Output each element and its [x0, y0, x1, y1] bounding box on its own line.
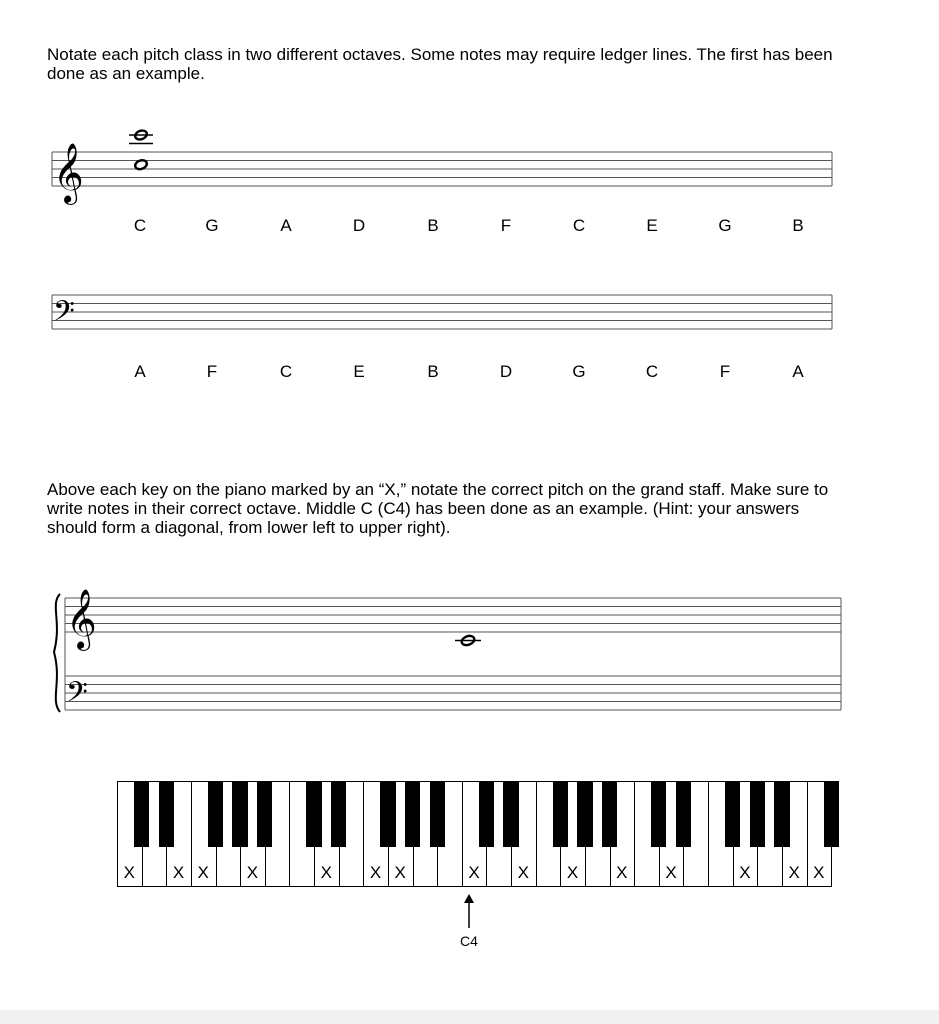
bass-clef-icon: 𝄢: [53, 295, 75, 335]
grand-treble-staff: [65, 598, 841, 632]
black-key[interactable]: [503, 781, 518, 847]
black-key[interactable]: [331, 781, 346, 847]
x-mark: X: [369, 863, 382, 882]
black-key[interactable]: [577, 781, 592, 847]
black-key[interactable]: [676, 781, 691, 847]
treble-clef-icon: 𝄞: [53, 143, 84, 203]
x-mark: X: [788, 863, 800, 882]
note-label: G: [718, 216, 732, 235]
note-label: B: [427, 216, 439, 235]
black-key[interactable]: [208, 781, 223, 847]
note-label: F: [206, 362, 218, 381]
black-key[interactable]: [257, 781, 272, 847]
x-mark: X: [394, 863, 406, 882]
treble-staff: [52, 152, 832, 186]
black-key[interactable]: [430, 781, 445, 847]
instructions-piano-grand-staff: Above each key on the piano marked by an “X,” notate the correct pitch on the grand staff. Make sure to write notes in their correct octave. Middle C (C4) has been done as an example. (Hint: your answers should form a diagonal, from lower left to upper right).: [47, 480, 829, 537]
note-label: B: [792, 216, 804, 235]
brace-icon: [54, 594, 60, 712]
black-key[interactable]: [479, 781, 494, 847]
piano-keyboard: [117, 781, 825, 889]
black-key[interactable]: [824, 781, 839, 847]
black-key[interactable]: [553, 781, 568, 847]
black-key[interactable]: [750, 781, 765, 847]
x-mark: X: [246, 863, 259, 882]
note-label: C: [572, 216, 586, 235]
grand-bass-clef-icon: 𝄢: [66, 676, 88, 716]
x-mark: X: [468, 863, 480, 882]
grand-treble-clef-icon: 𝄞: [66, 589, 97, 649]
up-arrow-icon: [459, 894, 479, 930]
note-label: C: [279, 362, 293, 381]
note-label: A: [134, 362, 146, 381]
x-mark: X: [813, 863, 825, 882]
black-key[interactable]: [774, 781, 789, 847]
instructions-notate-pitch-classes: Notate each pitch class in two different octaves. Some notes may require ledger lines. The first has been done as an example.: [47, 45, 833, 83]
x-mark: X: [172, 863, 185, 882]
black-key[interactable]: [602, 781, 617, 847]
note-label: C: [133, 216, 147, 235]
grand-staff: [54, 589, 841, 716]
grand-bass-staff: [65, 676, 841, 710]
x-mark: X: [665, 863, 677, 882]
black-key[interactable]: [306, 781, 321, 847]
x-mark: X: [320, 863, 332, 882]
note-label: F: [719, 362, 731, 381]
note-label: G: [205, 216, 219, 235]
note-label: A: [280, 216, 292, 235]
note-label: D: [352, 216, 366, 235]
x-mark: X: [566, 863, 579, 882]
black-key[interactable]: [134, 781, 149, 847]
note-label: C: [645, 362, 659, 381]
note-label: D: [499, 362, 513, 381]
note-label: E: [646, 216, 658, 235]
x-mark: X: [517, 863, 529, 882]
middle-c-label: C4: [460, 933, 478, 949]
x-mark: X: [197, 863, 209, 882]
example-notes: [129, 129, 153, 171]
black-key[interactable]: [232, 781, 247, 847]
black-key[interactable]: [159, 781, 174, 847]
bass-note-labels: [0, 362, 939, 384]
x-mark: X: [616, 863, 628, 882]
page-bottom-edge: [0, 1010, 939, 1024]
x-mark: X: [739, 863, 751, 882]
treble-note-labels: [0, 216, 939, 238]
note-label: A: [792, 362, 804, 381]
black-key[interactable]: [651, 781, 666, 847]
note-label: B: [427, 362, 439, 381]
note-label: E: [353, 362, 365, 381]
x-mark: X: [123, 863, 135, 882]
black-key[interactable]: [725, 781, 740, 847]
black-key[interactable]: [380, 781, 395, 847]
black-key[interactable]: [405, 781, 420, 847]
note-label: F: [500, 216, 512, 235]
note-label: G: [572, 362, 586, 381]
bass-staff: [52, 295, 832, 329]
